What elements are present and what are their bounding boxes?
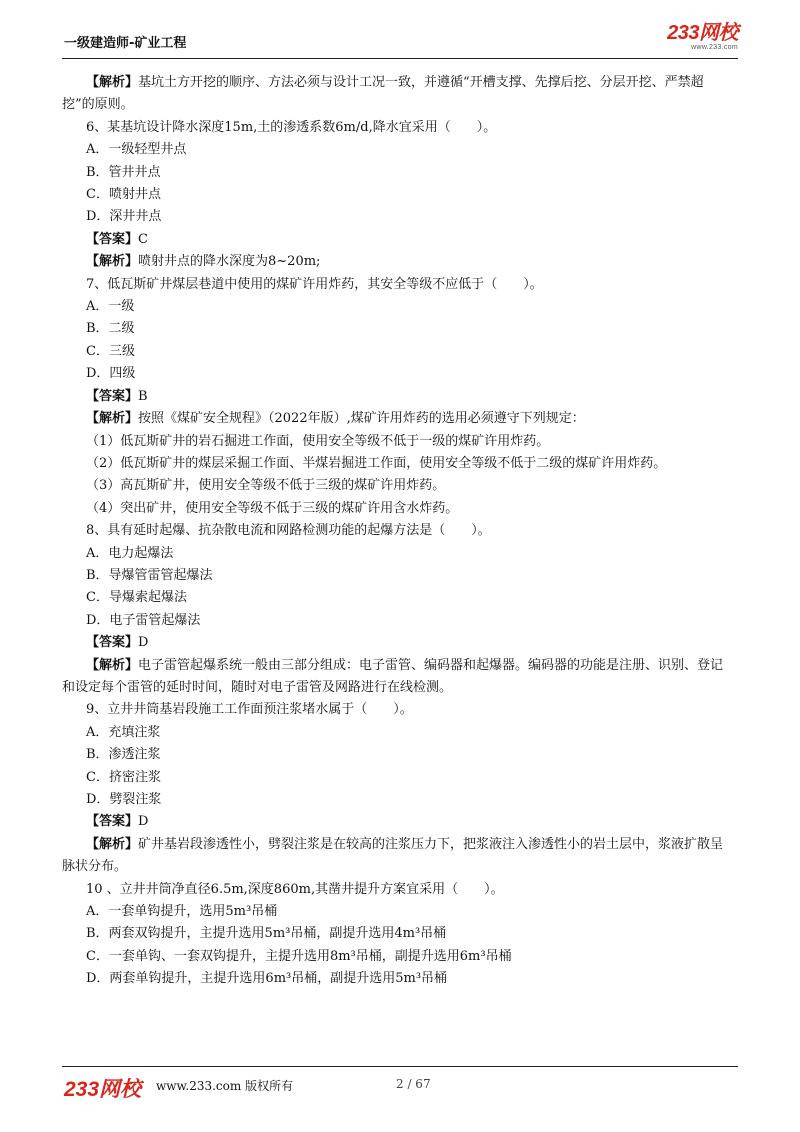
section-tag: 【答案】 [86,388,139,404]
line-text: A．一级轻型井点 [86,142,187,158]
line-text: C．喷射井点 [86,187,161,203]
text-line [62,744,734,766]
line-text: B．两套双钩提升，主提升选用5m³吊桶，副提升选用4m³吊桶 [86,926,447,942]
footer-logo: 233网校 [64,1078,142,1101]
text-line [62,162,734,184]
text-line [62,946,734,968]
page-number: 2 / 67 [396,1077,431,1091]
text-line [62,453,734,475]
line-text: D [138,635,149,651]
line-text: D．四级 [86,366,136,382]
text-line [62,229,734,251]
text-line [62,72,734,117]
page-footer [62,1066,738,1101]
text-line [62,363,734,385]
text-line [62,386,734,408]
line-text: 电子雷管起爆系统一般由三部分组成：电子雷管、编码器和起爆器。编码器的功能是注册、识别、登记和设定每个雷管的延时时间，随时对电子雷管及网路进行在线检测。 [62,657,724,695]
document-body [62,72,734,991]
text-line [62,610,734,632]
text-line [62,565,734,587]
line-text: C．挤密注浆 [86,769,161,785]
text-line [62,811,734,833]
text-line [62,139,734,161]
line-text: B．导爆管雷管起爆法 [86,567,213,583]
line-text: B．管井井点 [86,164,161,180]
text-line [62,923,734,945]
line-text: 6、某基坑设计降水深度15m,土的渗透系数6m/d,降水宜采用（ ）。 [86,119,497,135]
line-text: A．一级 [86,299,135,315]
section-tag: 【答案】 [86,635,139,651]
line-text: C．导爆索起爆法 [86,590,187,606]
section-tag: 【解析】 [86,254,139,270]
line-text: D．深井井点 [86,209,162,225]
document-title: 一级建造师-矿业工程 [64,36,187,51]
line-text: 矿井基岩段渗透性小，劈裂注浆是在较高的注浆压力下，把浆液注入渗透性小的岩土层中，浆液扩散呈脉状分布。 [62,836,724,875]
text-line [62,431,734,453]
text-line [62,184,734,206]
line-text: C．一套单钩、一套双钩提升，主提升选用8m³吊桶，副提升选用6m³吊桶 [86,948,512,964]
brand-logo-url: www.233.com [691,44,738,51]
line-text: C [138,231,148,247]
text-line [62,834,734,879]
section-tag: 【解析】 [86,657,139,673]
text-line [62,274,734,296]
line-text: 7、低瓦斯矿井煤层巷道中使用的煤矿许用炸药，其安全等级不应低于（ ）。 [86,276,543,292]
section-tag: 【解析】 [86,75,139,90]
line-text: B．二级 [86,321,135,337]
text-line [62,968,734,990]
line-text: D．两套单钩提升，主提升选用6m³吊桶，副提升选用5m³吊桶 [86,971,448,987]
line-text: 8、具有延时起爆、抗杂散电流和网路检测功能的起爆方法是（ ）。 [86,523,491,539]
text-line [62,587,734,609]
text-line [62,543,734,565]
brand-logo [667,22,738,52]
text-line [62,117,734,139]
text-line [62,318,734,340]
text-line [62,901,734,923]
text-line [62,251,734,273]
line-text: 按照《煤矿安全规程》（2022年版）,煤矿许用炸药的选用必须遵守下列规定： [138,411,585,427]
line-text: 9、立井井筒基岩段施工工作面预注浆堵水属于（ ）。 [86,702,413,718]
text-line [62,699,734,721]
text-line [62,520,734,542]
line-text: C．三级 [86,343,135,359]
line-text: 喷射井点的降水深度为8~20m; [138,254,321,270]
section-tag: 【答案】 [86,814,139,830]
line-text: D．劈裂注浆 [86,792,162,807]
text-line [62,475,734,497]
line-text: A．充填注浆 [86,724,161,740]
text-line [62,767,734,789]
page-header [62,22,738,59]
line-text: 基坑土方开挖的顺序、方法必须与设计工况一致，并遵循“开槽支撑、先撑后挖、分层开挖、严禁超挖”的原则。 [62,75,704,113]
text-line [62,632,734,654]
text-line [62,206,734,228]
text-line [62,722,734,744]
text-line [62,498,734,520]
line-text: B [138,388,148,404]
section-tag: 【解析】 [86,836,139,852]
text-line [62,655,734,700]
line-text: （3）高瓦斯矿井，使用安全等级不低于三级的煤矿许用炸药。 [86,478,446,494]
line-text: （4）突出矿井，使用安全等级不低于三级的煤矿许用含水炸药。 [86,500,459,516]
text-line [62,341,734,363]
text-line [62,408,734,430]
line-text: B．渗透注浆 [86,747,161,763]
line-text: 10 、立井井筒净直径6.5m,深度860m,其凿井提升方案宜采用（ ）。 [86,881,504,897]
brand-logo-text: 233网校 [667,22,738,44]
text-line [62,296,734,318]
section-tag: 【答案】 [86,231,139,247]
line-text: A．电力起爆法 [86,545,174,561]
footer-copyright: www.233.com 版权所有 [156,1079,294,1093]
line-text: （1）低瓦斯矿井的岩石掘进工作面，使用安全等级不低于一级的煤矿许用炸药。 [86,433,550,449]
line-text: A．一套单钩提升，选用5m³吊桶 [86,904,278,920]
section-tag: 【解析】 [86,411,139,427]
text-line [62,879,734,901]
line-text: （2）低瓦斯矿井的煤层采掘工作面、半煤岩掘进工作面，使用安全等级不低于二级的煤矿许用炸药。 [86,455,667,471]
line-text: D．电子雷管起爆法 [86,612,201,628]
line-text: D [138,814,149,830]
text-line [62,789,734,811]
